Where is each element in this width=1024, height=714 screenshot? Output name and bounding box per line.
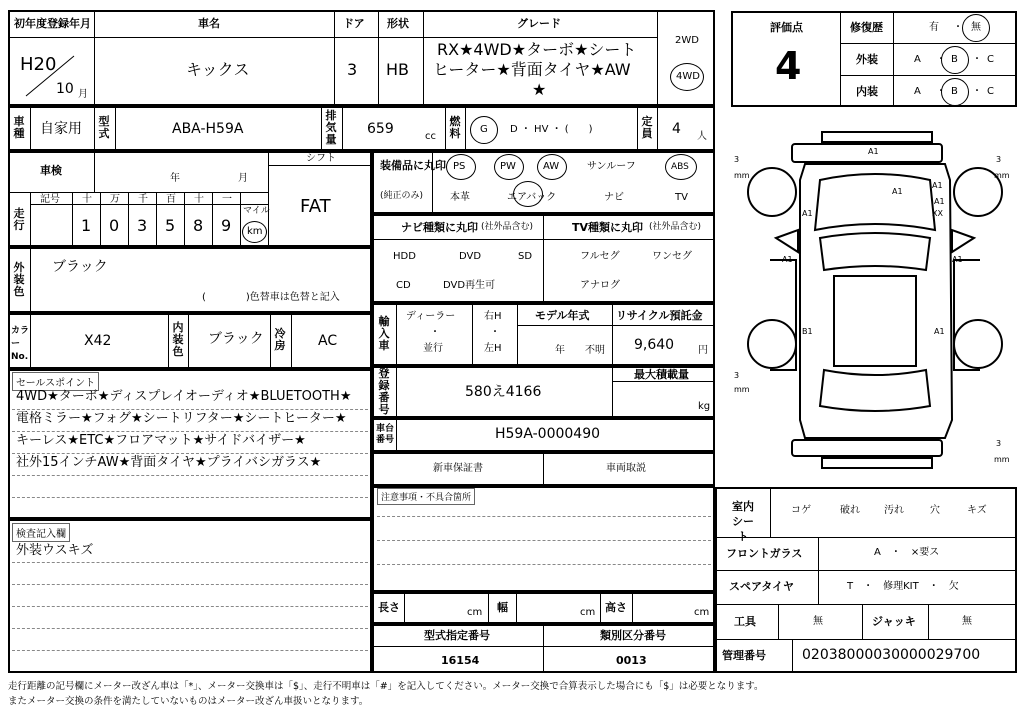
row-line bbox=[372, 239, 715, 240]
manual-label: 車両取説 bbox=[606, 463, 646, 474]
col-line bbox=[100, 192, 101, 247]
model-label: 型式 bbox=[98, 115, 110, 140]
row-line bbox=[840, 75, 1017, 76]
dash-line bbox=[12, 584, 368, 585]
dash-line bbox=[377, 564, 711, 565]
col-line bbox=[321, 106, 322, 151]
repair-label: 修復歴 bbox=[850, 21, 883, 34]
shaken-year-unit: 年 bbox=[170, 173, 180, 184]
color-no-label: カラーNo. bbox=[11, 326, 30, 362]
mm-br-unit: mm bbox=[994, 455, 1010, 464]
col-line bbox=[778, 604, 779, 639]
diagram-mark-3: A1 bbox=[802, 209, 813, 218]
navi-dvd-play: DVD再生可 bbox=[443, 280, 496, 291]
shape-value: HB bbox=[386, 60, 410, 79]
col-line bbox=[517, 303, 518, 366]
sales-label: セールスポイント bbox=[12, 372, 99, 391]
jack-label: ジャッキ bbox=[872, 615, 916, 628]
mileage-digit-5: 9 bbox=[221, 216, 232, 235]
doors-value: 3 bbox=[347, 60, 358, 79]
navi-cd: CD bbox=[396, 280, 411, 291]
type-no-label: 型式指定番号 bbox=[424, 629, 490, 642]
windshield-value: A ・ ×要ス bbox=[874, 547, 940, 558]
ac-value: AC bbox=[318, 333, 338, 349]
import-rh: 右H bbox=[484, 311, 502, 322]
import-dot2: ・ bbox=[490, 327, 500, 338]
seat-opt-2: 汚れ bbox=[884, 505, 904, 516]
ext-c: C bbox=[987, 54, 994, 65]
col-line bbox=[543, 214, 544, 303]
dash-line bbox=[12, 475, 368, 476]
cc-unit: cc bbox=[425, 131, 436, 142]
car-damage-diagram bbox=[730, 120, 1020, 480]
diagram-mark-4: A1 bbox=[934, 197, 945, 206]
car-type-label: 車種 bbox=[13, 115, 25, 140]
col-line bbox=[30, 192, 31, 247]
spare-value: T ・ 修理KIT ・ 欠 bbox=[847, 581, 959, 592]
dash-line bbox=[12, 650, 368, 651]
import-dot: ・ bbox=[430, 327, 440, 338]
tv-title: TV種類に丸印 bbox=[572, 221, 644, 234]
tools-value: 無 bbox=[813, 616, 823, 627]
import-parallel: 並行 bbox=[423, 343, 443, 354]
model-year-label: モデル年式 bbox=[535, 309, 590, 322]
chassis-value: H59A-0000490 bbox=[495, 426, 601, 442]
drive-2wd: 2WD bbox=[675, 35, 699, 46]
yen-unit: 円 bbox=[698, 345, 708, 356]
warranty-label: 新車保証書 bbox=[433, 463, 483, 474]
grade-line1: RX★4WD★ターボ★シート bbox=[437, 40, 637, 59]
diagram-mark-1: A1 bbox=[892, 187, 903, 196]
col-line bbox=[291, 313, 292, 369]
import-lh: 左H bbox=[484, 343, 502, 354]
rear-window-outline bbox=[820, 370, 930, 411]
dash-line bbox=[12, 628, 368, 629]
model-year-unknown: 不明 bbox=[585, 345, 605, 356]
length-label: 長さ bbox=[378, 601, 400, 614]
col-line bbox=[445, 106, 446, 151]
ac-label: 冷房 bbox=[274, 327, 286, 352]
first-reg-year: H20 bbox=[20, 54, 57, 75]
windshield-label: フロントガラス bbox=[726, 547, 803, 560]
col-line bbox=[30, 313, 31, 369]
eq-sunroof: サンルーフ bbox=[587, 161, 636, 172]
fuel-label: 燃料 bbox=[449, 115, 461, 140]
shaken-label: 車検 bbox=[40, 164, 62, 177]
row-line bbox=[715, 570, 1017, 571]
col-line bbox=[488, 592, 489, 624]
shape-label: 形状 bbox=[387, 17, 409, 30]
tv-analog: アナログ bbox=[580, 280, 620, 291]
registration-value: 580え4166 bbox=[465, 384, 542, 400]
class-no-value: 0013 bbox=[616, 654, 647, 667]
ext-color-note: ( )色替車は色替と記入 bbox=[202, 292, 340, 303]
model-value: ABA-H59A bbox=[172, 121, 244, 137]
car-type-value: 自家用 bbox=[40, 121, 82, 137]
int-c: C bbox=[987, 86, 994, 97]
col-line bbox=[212, 192, 213, 247]
repair-dot: ・ bbox=[953, 22, 963, 33]
digit-label-3: 百 bbox=[166, 194, 176, 205]
dash-line bbox=[12, 431, 368, 432]
cabin-outline bbox=[834, 276, 916, 366]
col-line bbox=[862, 604, 863, 639]
col-line bbox=[72, 192, 73, 247]
col-line bbox=[543, 624, 544, 673]
max-load-label: 最大積載量 bbox=[634, 368, 689, 381]
col-line bbox=[334, 10, 335, 106]
score-label: 評価点 bbox=[770, 21, 803, 34]
displacement-label: 排気量 bbox=[325, 109, 337, 146]
footer-line2: またメーター交換の条件を満たしていないものはメーター改ざん車扱いとなります。 bbox=[8, 696, 369, 707]
row-line bbox=[372, 646, 715, 647]
navi-hdd: HDD bbox=[393, 251, 416, 262]
eq-leather: 本革 bbox=[450, 192, 470, 203]
seat-label: 室内シート bbox=[732, 500, 754, 543]
digit-label-2: 千 bbox=[138, 194, 148, 205]
ext-dot2: ・ bbox=[972, 54, 982, 65]
navi-sub: (社外品含む) bbox=[481, 222, 534, 232]
col-line bbox=[423, 10, 424, 106]
row-line bbox=[8, 192, 268, 193]
dims-table bbox=[372, 592, 715, 624]
eq-ps: PS bbox=[453, 161, 466, 172]
eq-navi: ナビ bbox=[604, 192, 624, 203]
grade-line3: ★ bbox=[532, 80, 547, 99]
diagram-mark-8: B1 bbox=[802, 327, 813, 336]
navi-title: ナビ種類に丸印 bbox=[401, 221, 478, 234]
wheel-front-left bbox=[748, 168, 796, 216]
col-line bbox=[632, 592, 633, 624]
ext-color-table bbox=[8, 247, 372, 313]
grade-line2: ヒーター★背面タイヤ★AW bbox=[433, 60, 631, 79]
sales-line-3: 社外15インチAW★背面タイヤ★プライバシガラス★ bbox=[16, 455, 322, 470]
equipment-sublabel: (純正のみ) bbox=[380, 191, 424, 201]
mm-tr-unit: mm bbox=[994, 171, 1010, 180]
col-line bbox=[840, 11, 841, 107]
eq-aw: AW bbox=[543, 161, 560, 172]
sales-line-1: 電格ミラー★フォグ★シートリフター★シートヒーター★ bbox=[16, 411, 347, 426]
col-line bbox=[94, 10, 95, 106]
eq-abs: ABS bbox=[671, 162, 689, 172]
import-label: 輸入車 bbox=[378, 315, 390, 352]
mm-bl-unit: mm bbox=[734, 385, 750, 394]
col-line bbox=[342, 106, 343, 151]
col-line bbox=[657, 106, 658, 151]
windshield-outline bbox=[820, 233, 930, 270]
col-line bbox=[270, 313, 271, 369]
mileage-label: 走行 bbox=[13, 207, 25, 232]
col-line bbox=[770, 487, 771, 537]
drive-4wd: 4WD bbox=[676, 71, 700, 82]
row-line bbox=[715, 604, 1017, 605]
mileage-digit-3: 5 bbox=[165, 216, 176, 235]
col-line bbox=[94, 151, 95, 192]
width-unit: cm bbox=[580, 607, 596, 618]
int-a: A bbox=[914, 86, 921, 97]
mileage-digit-4: 8 bbox=[193, 216, 204, 235]
diagram-mark-9: A1 bbox=[934, 327, 945, 336]
ext-b: B bbox=[951, 54, 958, 65]
ext-label: 外装 bbox=[856, 53, 878, 66]
mm-tl-unit: mm bbox=[734, 171, 750, 180]
sales-line-2: キーレス★ETC★フロアマット★サイドバイザー★ bbox=[16, 433, 306, 448]
row-line bbox=[715, 537, 1017, 538]
ext-dot1: ・ bbox=[936, 54, 946, 65]
grade-label: グレード bbox=[517, 17, 561, 30]
wheel-rear-right bbox=[954, 320, 1002, 368]
car-name: キックス bbox=[186, 60, 250, 79]
footer-line1: 走行距離の記号欄にメーター改ざん車は「*」、メーター交換車は「$」、走行不明車は「#」を記入してください。メーター交換で合算表示した場合にも「$」は必要となります。 bbox=[8, 681, 764, 692]
row-line bbox=[715, 639, 1017, 640]
navi-sd: SD bbox=[518, 251, 533, 262]
col-line bbox=[404, 592, 405, 624]
eq-pw: PW bbox=[500, 161, 516, 172]
jack-value: 無 bbox=[962, 616, 972, 627]
mgmt-value: 02038000030000029700 bbox=[802, 647, 981, 663]
col-line bbox=[156, 192, 157, 247]
col-line bbox=[30, 106, 31, 151]
col-line bbox=[657, 10, 658, 106]
recycle-value: 9,640 bbox=[634, 337, 675, 353]
col-line bbox=[637, 106, 638, 151]
tools-label: 工具 bbox=[734, 615, 756, 628]
dash-line bbox=[377, 540, 711, 541]
col-line bbox=[240, 192, 241, 247]
score-value: 4 bbox=[775, 44, 802, 88]
shift-value: FAT bbox=[300, 196, 331, 217]
hood-outline bbox=[815, 174, 935, 230]
diagram-mark-2: A1 bbox=[932, 181, 943, 190]
model-year-unit: 年 bbox=[555, 345, 565, 356]
sales-line-0: 4WD★ターボ★ディスプレイオーディオ★BLUETOOTH★ bbox=[16, 389, 352, 404]
height-unit: cm bbox=[694, 607, 710, 618]
seat-opt-0: コゲ bbox=[791, 505, 811, 516]
recycle-label: リサイクル預託金 bbox=[616, 309, 703, 322]
tv-sub: (社外品含む) bbox=[649, 222, 702, 232]
month-unit: 月 bbox=[78, 89, 88, 100]
rear-bumper-outline bbox=[822, 458, 932, 468]
digit-label-4: 十 bbox=[194, 194, 204, 205]
tv-fullseg: フルセグ bbox=[580, 251, 620, 262]
row-line bbox=[840, 43, 1017, 44]
mm-bl: 3 bbox=[734, 371, 740, 380]
col-line bbox=[928, 604, 929, 639]
col-line bbox=[465, 106, 466, 151]
rear-bumper-wide bbox=[792, 440, 942, 456]
int-b: B bbox=[951, 86, 958, 97]
mm-tr: 3 bbox=[996, 155, 1002, 164]
ext-color-value: ブラック bbox=[52, 259, 108, 275]
wheel-rear-left bbox=[748, 320, 796, 368]
mile-label: マイル bbox=[243, 206, 270, 216]
eq-airbag: エアバック bbox=[507, 192, 557, 203]
width-label: 幅 bbox=[497, 601, 508, 614]
fuel-g: G bbox=[480, 124, 488, 135]
int-dot1: ・ bbox=[936, 86, 946, 97]
col-line bbox=[396, 366, 397, 418]
repair-yes: 有 bbox=[929, 22, 939, 33]
right-mirror bbox=[952, 230, 974, 252]
dash-line bbox=[12, 562, 368, 563]
row-line bbox=[612, 381, 715, 382]
col-line bbox=[378, 10, 379, 106]
eq-tv: TV bbox=[675, 192, 688, 203]
shaken-month-unit: 月 bbox=[238, 173, 248, 184]
seat-opt-1: 破れ bbox=[840, 505, 860, 516]
ext-a: A bbox=[914, 54, 921, 65]
front-bumper-wide bbox=[792, 144, 942, 162]
col-line bbox=[612, 303, 613, 366]
import-dealer: ディーラー bbox=[406, 311, 456, 322]
col-line bbox=[472, 303, 473, 366]
col-line bbox=[396, 303, 397, 366]
col-line bbox=[612, 366, 613, 418]
spare-label: スペアタイヤ bbox=[729, 580, 795, 593]
doors-label: ドア bbox=[343, 17, 365, 30]
dash-line bbox=[12, 497, 368, 498]
displacement-value: 659 bbox=[367, 121, 394, 137]
col-line bbox=[396, 418, 397, 452]
col-line bbox=[543, 452, 544, 486]
grade-divider bbox=[423, 37, 657, 38]
mm-tl: 3 bbox=[734, 155, 740, 164]
col-line bbox=[600, 592, 601, 624]
mileage-digit-2: 3 bbox=[137, 216, 148, 235]
col-line bbox=[168, 313, 169, 369]
dash-line bbox=[12, 453, 368, 454]
diagram-mark-6: A1 bbox=[782, 255, 793, 264]
height-label: 高さ bbox=[605, 601, 627, 614]
diagram-mark-5: XX bbox=[932, 209, 943, 218]
capacity-label: 定員 bbox=[641, 115, 653, 140]
registration-label: 登録番号 bbox=[378, 367, 390, 416]
chassis-label: 車台番号 bbox=[376, 424, 395, 445]
fuel-opts: D ・ HV ・ ( ) bbox=[510, 124, 593, 135]
left-mirror bbox=[776, 230, 798, 252]
mileage-digit-1: 0 bbox=[109, 216, 120, 235]
shift-label: シフト bbox=[306, 153, 336, 164]
code-label: 記号 bbox=[40, 194, 60, 205]
ext-color-label: 外装色 bbox=[13, 261, 25, 298]
dash-line bbox=[12, 606, 368, 607]
row-line bbox=[517, 325, 715, 326]
length-unit: cm bbox=[467, 607, 483, 618]
first-reg-label: 初年度登録年月 bbox=[14, 17, 91, 30]
diagram-mark-7: A1 bbox=[952, 255, 963, 264]
digit-label-5: 一 bbox=[222, 194, 232, 205]
col-line bbox=[184, 192, 185, 247]
row-line bbox=[268, 165, 372, 166]
type-no-value: 16154 bbox=[441, 654, 480, 667]
mgmt-label: 管理番号 bbox=[722, 649, 766, 662]
class-no-label: 類別区分番号 bbox=[600, 629, 666, 642]
mileage-digit-0: 1 bbox=[81, 216, 92, 235]
tv-oneseg: ワンセグ bbox=[652, 251, 692, 262]
col-line bbox=[818, 537, 819, 604]
car-name-label: 車名 bbox=[198, 17, 220, 30]
dash-line bbox=[377, 516, 711, 517]
col-line bbox=[893, 11, 894, 107]
int-label: 内装 bbox=[856, 85, 878, 98]
int-dot2: ・ bbox=[972, 86, 982, 97]
col-line bbox=[516, 592, 517, 624]
person-unit: 人 bbox=[697, 131, 707, 142]
interior-label: 内装色 bbox=[172, 321, 184, 358]
navi-dvd: DVD bbox=[459, 251, 482, 262]
dash-line bbox=[12, 409, 368, 410]
repair-no: 無 bbox=[971, 22, 981, 33]
seat-opt-4: キズ bbox=[967, 505, 987, 516]
capacity-value: 4 bbox=[672, 121, 681, 137]
row-line bbox=[30, 204, 268, 205]
color-no-value: X42 bbox=[84, 333, 112, 349]
header-divider bbox=[8, 37, 423, 38]
digit-label-0: 十 bbox=[82, 194, 92, 205]
col-line bbox=[94, 106, 95, 151]
kg-unit: kg bbox=[698, 401, 711, 412]
col-line bbox=[128, 192, 129, 247]
interior-value: ブラック bbox=[208, 331, 264, 347]
digit-label-1: 万 bbox=[110, 194, 120, 205]
col-line bbox=[188, 313, 189, 369]
mm-br: 3 bbox=[996, 439, 1002, 448]
notes-label: 注意事項・不具合箇所 bbox=[377, 488, 475, 505]
front-bumper-outline bbox=[822, 132, 932, 142]
col-line bbox=[792, 639, 793, 673]
first-reg-month: 10 bbox=[56, 81, 74, 97]
diagram-mark-0: A1 bbox=[868, 147, 879, 156]
equipment-label: 装備品に丸印 bbox=[380, 159, 446, 172]
col-line bbox=[115, 106, 116, 151]
km-label: km bbox=[247, 226, 263, 237]
inspect-notes-label: 検査記入欄 bbox=[12, 523, 70, 542]
inspect-notes-line-0: 外装ウスキズ bbox=[16, 543, 94, 558]
col-line bbox=[30, 247, 31, 313]
seat-opt-3: 穴 bbox=[930, 505, 940, 516]
